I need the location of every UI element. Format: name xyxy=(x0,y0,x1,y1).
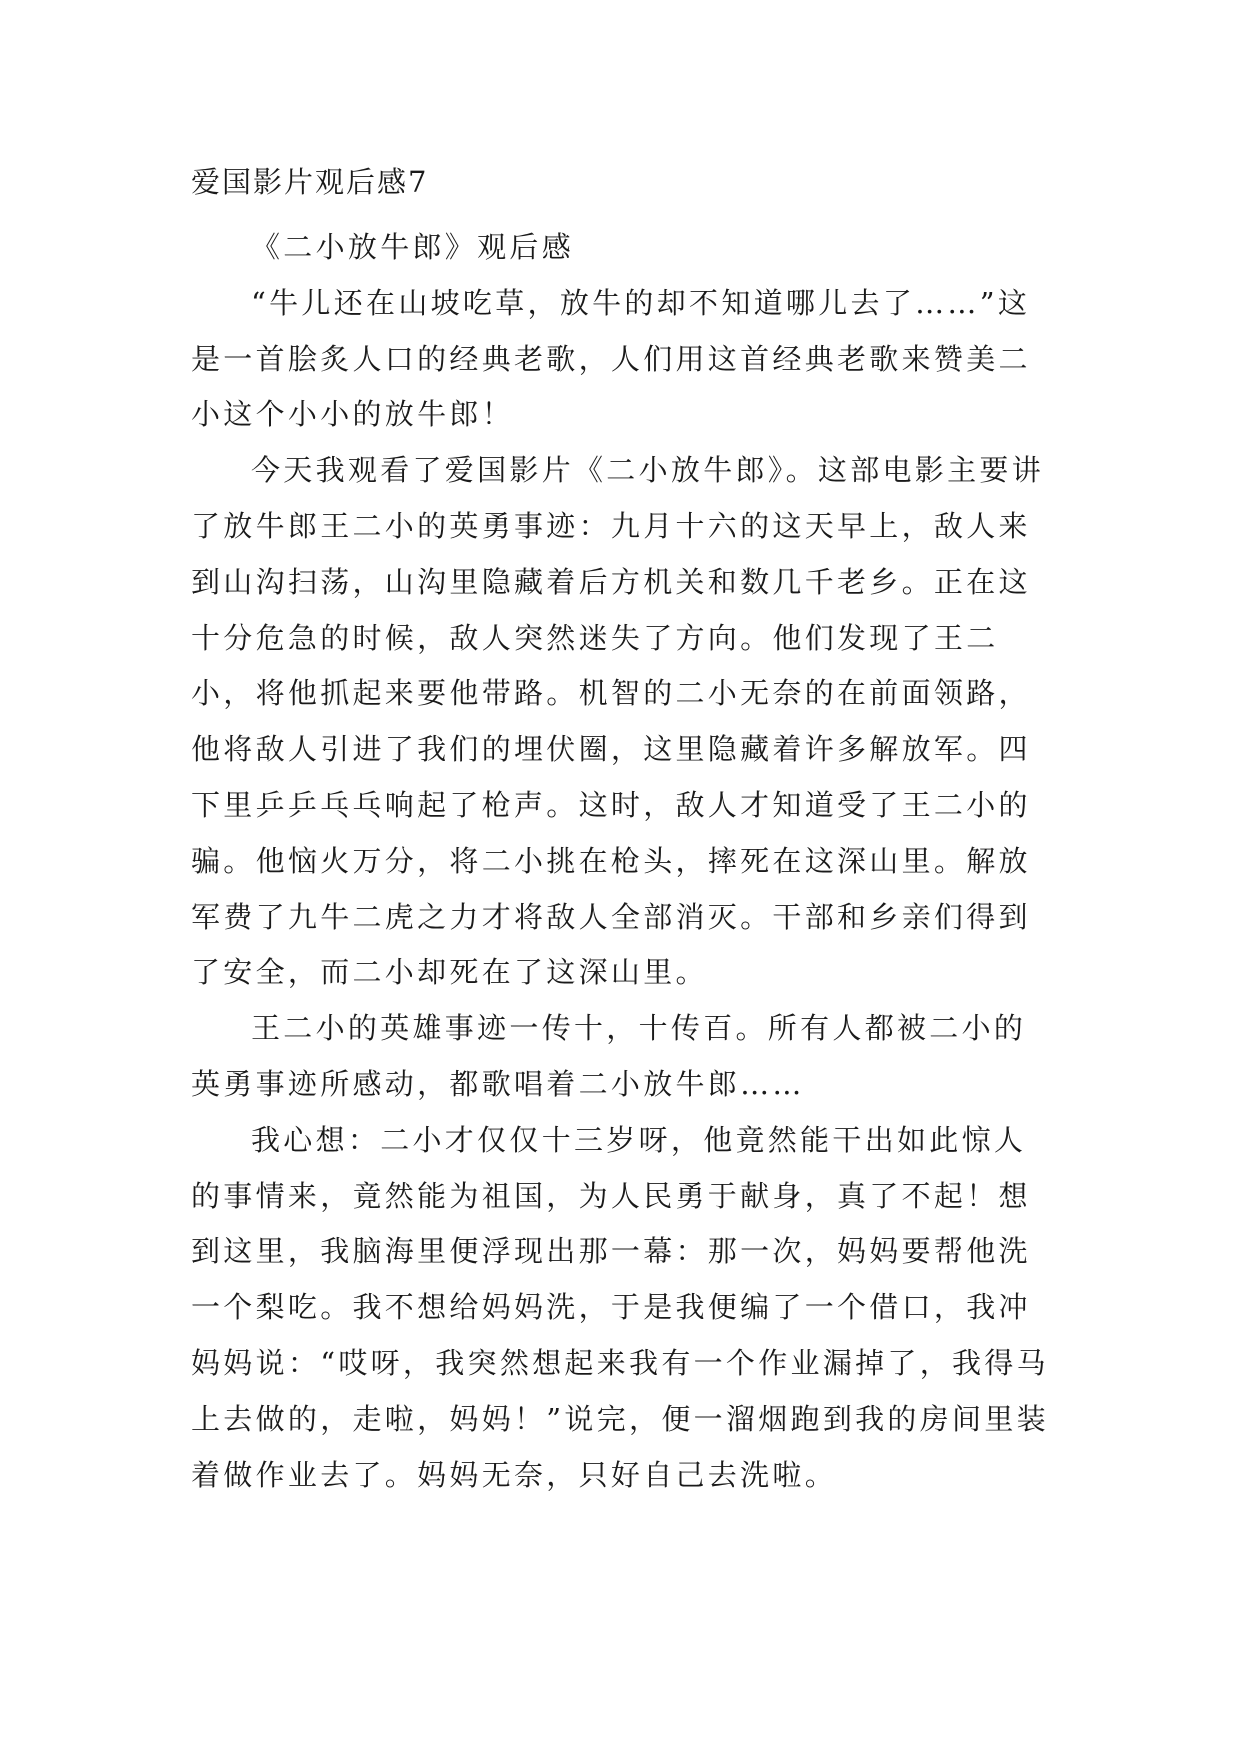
paragraph: 今天我观看了爱国影片《二小放牛郎》。这部电影主要讲了放牛郎王二小的英勇事迹：九月十六的这天早上，敌人来到山沟扫荡，山沟里隐藏着后方机关和数几千老乡。正在这十分危急的时候，敌人突然迷失了方向。他们发现了王二小，将他抓起来要他带路。机智的二小无奈的在前面领路，他将敌人引进了我们的埋伏圈，这里隐藏着许多解放军。四下里乒乒乓乓响起了枪声。这时，敌人才知道受了王二小的骗。他恼火万分，将二小挑在枪头，摔死在这深山里。解放军费了九牛二虎之力才将敌人全部消灭。干部和乡亲们得到了安全，而二小却死在了这深山里。 xyxy=(191,453,1045,990)
paragraph: “牛儿还在山坡吃草，放牛的却不知道哪儿去了……”这是一首脍炙人口的经典老歌，人们用这首经典老歌来赞美二小这个小小的放牛郎！ xyxy=(191,285,1031,432)
essay-heading: 《二小放牛郎》观后感 xyxy=(251,230,575,264)
paragraph: 我心想：二小才仅仅十三岁呀，他竟然能干出如此惊人的事情来，竟然能为祖国，为人民勇于献身，真了不起！想到这里，我脑海里便浮现出那一幕：那一次，妈妈要帮他洗一个梨吃。我不想给妈妈洗，于是我便编了一个借口，我冲妈妈说：“哎呀，我突然想起来我有一个作业漏掉了，我得马上去做的，走啦，妈妈！”说完，便一溜烟跑到我的房间里装着做作业去了。妈妈无奈，只好自己去洗啦。 xyxy=(191,1122,1049,1492)
document-body xyxy=(191,220,1051,1503)
document-title: 爱国影片观后感7 xyxy=(191,165,429,199)
paragraph: 王二小的英雄事迹一传十，十传百。所有人都被二小的英勇事迹所感动，都歌唱着二小放牛郎…… xyxy=(191,1011,1027,1101)
